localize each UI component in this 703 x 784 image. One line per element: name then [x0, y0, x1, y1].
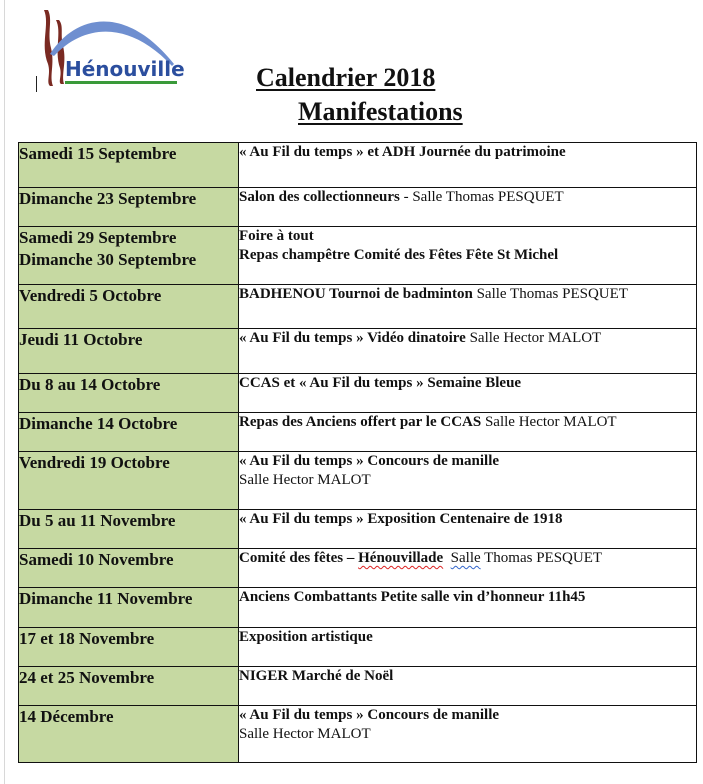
event-title-text: Comité des fêtes –	[239, 550, 359, 566]
logo-underline	[65, 81, 177, 84]
event-date-cell	[19, 374, 239, 413]
event-description-cell	[239, 452, 697, 510]
event-description-cell	[239, 413, 697, 452]
event-title-text: BADHENOU Tournoi de badminton	[239, 286, 473, 302]
event-date: Dimanche 14 Octobre	[19, 414, 178, 433]
event-date: Samedi 10 Novembre	[19, 550, 174, 569]
event-description-cell	[239, 374, 697, 413]
event-date-cell	[19, 667, 239, 706]
event-venue-text: - Salle Thomas PESQUET	[399, 189, 564, 205]
table-row	[19, 706, 697, 763]
event-title-text: Salon des collectionneurs	[239, 189, 400, 205]
event-date: Dimanche 11 Novembre	[19, 589, 193, 608]
event-line	[239, 143, 696, 162]
event-date: Dimanche 23 Septembre	[19, 189, 197, 208]
event-line	[239, 706, 696, 725]
event-date-cell	[19, 628, 239, 667]
table-row	[19, 588, 697, 628]
event-date-cell	[19, 510, 239, 549]
table-row	[19, 285, 697, 329]
event-date-cell	[19, 706, 239, 763]
event-venue-text: Thomas PESQUET	[480, 550, 603, 566]
event-line	[239, 549, 696, 568]
event-date-cell	[19, 549, 239, 588]
event-date: Du 5 au 11 Novembre	[19, 511, 176, 530]
event-line	[239, 725, 696, 744]
document-subtitle: Manifestations	[298, 97, 463, 126]
event-date: Samedi 29 Septembre	[19, 228, 177, 247]
event-line	[239, 667, 696, 686]
event-line	[239, 188, 696, 207]
event-title-text: Repas des Anciens offert par le CCAS	[239, 414, 482, 430]
event-date-cell	[19, 413, 239, 452]
table-row	[19, 413, 697, 452]
event-date-cell	[19, 329, 239, 374]
logo-h-left-stroke	[44, 10, 53, 86]
event-title-text: « Au Fil du temps » et ADH Journée du patrimoine	[239, 144, 566, 160]
event-title-text: NIGER Marché de Noël	[239, 668, 394, 684]
event-description-cell	[239, 628, 697, 667]
table-row	[19, 227, 697, 285]
event-venue-text: Salle Hector MALOT	[239, 726, 371, 742]
table-row	[19, 188, 697, 227]
table-row	[19, 143, 697, 188]
event-venue-text: Salle	[450, 550, 481, 566]
event-title-text: Repas champêtre Comité des Fêtes Fête St Michel	[239, 247, 559, 263]
event-description-cell	[239, 706, 697, 763]
event-title-text: Hénouvillade	[358, 550, 444, 566]
event-title-text: « Au Fil du temps » Exposition Centenaire de 1918	[239, 511, 563, 527]
event-date: Jeudi 11 Octobre	[19, 330, 143, 349]
table-row	[19, 374, 697, 413]
table-row	[19, 549, 697, 588]
event-venue-text: Salle Thomas PESQUET	[472, 286, 628, 302]
event-date: 14 Décembre	[19, 707, 114, 726]
event-line	[239, 227, 696, 246]
event-date: Du 8 au 14 Octobre	[19, 375, 161, 394]
event-date-cell	[19, 227, 239, 285]
event-description-cell	[239, 285, 697, 329]
event-line	[239, 413, 696, 432]
event-title-text: « Au Fil du temps » Vidéo dinatoire	[239, 330, 466, 346]
text-cursor	[36, 76, 37, 92]
table-row	[19, 510, 697, 549]
event-description-cell	[239, 143, 697, 188]
event-line	[239, 471, 696, 490]
event-title-text: « Au Fil du temps » Concours de manille	[239, 707, 500, 723]
event-date-cell	[19, 588, 239, 628]
event-date: Samedi 15 Septembre	[19, 144, 177, 163]
event-description-cell	[239, 667, 697, 706]
event-date-cell	[19, 285, 239, 329]
henouville-logo	[36, 4, 186, 90]
event-description-cell	[239, 188, 697, 227]
event-description-cell	[239, 549, 697, 588]
event-date: Dimanche 30 Septembre	[19, 250, 197, 269]
event-title-text: CCAS et « Au Fil du temps » Semaine Bleue	[239, 375, 522, 391]
event-title-text: Foire à tout	[239, 228, 314, 244]
event-description-cell	[239, 227, 697, 285]
event-date: Vendredi 19 Octobre	[19, 453, 170, 472]
event-venue-text: Salle Hector MALOT	[481, 414, 617, 430]
events-calendar-table	[18, 142, 697, 763]
event-line	[239, 329, 696, 348]
document-title: Calendrier 2018	[256, 63, 436, 92]
event-line	[239, 588, 696, 607]
event-date: 24 et 25 Novembre	[19, 668, 155, 687]
event-line	[239, 510, 696, 529]
table-row	[19, 329, 697, 374]
event-line	[239, 452, 696, 471]
page-left-edge	[4, 0, 5, 784]
event-description-cell	[239, 588, 697, 628]
event-date-cell	[19, 452, 239, 510]
event-title-text: Anciens Combattants Petite salle vin d’honneur 11h45	[239, 589, 586, 605]
table-row	[19, 628, 697, 667]
event-line	[239, 628, 696, 647]
event-title-text: « Au Fil du temps » Concours de manille	[239, 453, 500, 469]
event-line	[239, 285, 696, 304]
event-date-cell	[19, 143, 239, 188]
event-date-cell	[19, 188, 239, 227]
event-date: Vendredi 5 Octobre	[19, 286, 162, 305]
event-line	[239, 246, 696, 265]
event-description-cell	[239, 510, 697, 549]
table-row	[19, 667, 697, 706]
event-line	[239, 374, 696, 393]
event-title-text: Exposition artistique	[239, 629, 373, 645]
event-venue-text	[443, 550, 451, 566]
event-venue-text: Salle Hector MALOT	[465, 330, 602, 346]
event-description-cell	[239, 329, 697, 374]
table-row	[19, 452, 697, 510]
logo-text: Hénouville	[65, 57, 185, 81]
event-date: 17 et 18 Novembre	[19, 629, 155, 648]
event-venue-text: Salle Hector MALOT	[239, 472, 371, 488]
